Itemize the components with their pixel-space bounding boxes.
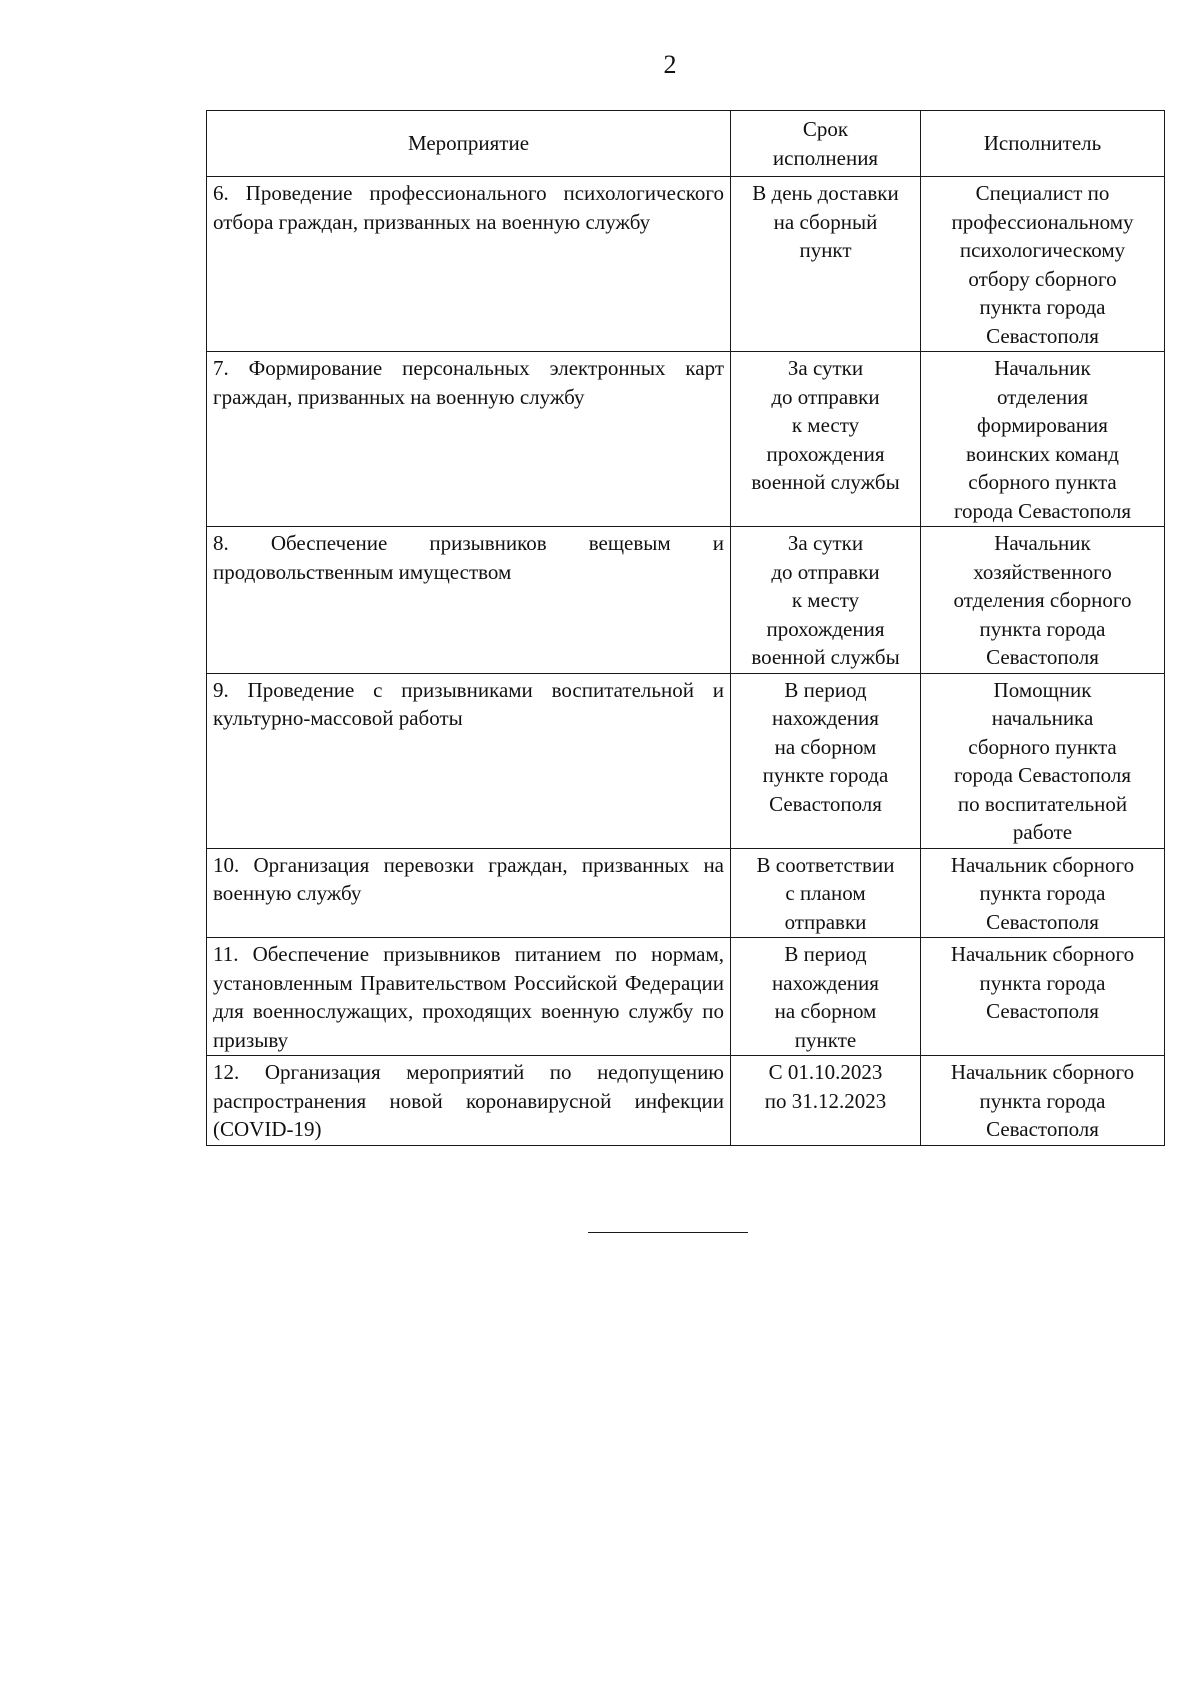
event-cell: 11. Обеспечение призывников питанием по нормам, установленным Правительством Российской Федерации для военнослужащих, проходящих военную службу по призыву bbox=[207, 938, 731, 1056]
table-row bbox=[207, 1056, 1165, 1146]
events-table bbox=[206, 110, 1165, 1146]
table-row bbox=[207, 177, 1165, 352]
event-cell: 8. Обеспечение призывников вещевым и продовольственным имуществом bbox=[207, 527, 731, 674]
event-cell: 12. Организация мероприятий по недопущению распространения новой коронавирусной инфекции (COVID-19) bbox=[207, 1056, 731, 1146]
event-cell: 10. Организация перевозки граждан, призванных на военную службу bbox=[207, 848, 731, 938]
event-cell: 9. Проведение с призывниками воспитательной и культурно-массовой работы bbox=[207, 673, 731, 848]
event-cell: 6. Проведение профессионального психологического отбора граждан, призванных на военную службу bbox=[207, 177, 731, 352]
term-cell: С 01.10.2023 по 31.12.2023 bbox=[731, 1056, 921, 1146]
page-number: 2 bbox=[663, 50, 677, 79]
term-cell: В период нахождения на сборном пункте города Севастополя bbox=[731, 673, 921, 848]
executor-cell: Начальник сборного пункта города Севастополя bbox=[921, 1056, 1165, 1146]
table-row bbox=[207, 352, 1165, 527]
table-header-row bbox=[207, 111, 1165, 177]
table-row bbox=[207, 848, 1165, 938]
term-cell: В день доставки на сборный пункт bbox=[731, 177, 921, 352]
end-separator-line bbox=[588, 1232, 748, 1233]
header-executor: Исполнитель bbox=[921, 111, 1165, 177]
executor-cell: Начальник сборного пункта города Севастополя bbox=[921, 938, 1165, 1056]
term-cell: В период нахождения на сборном пункте bbox=[731, 938, 921, 1056]
term-cell: В соответствии с планом отправки bbox=[731, 848, 921, 938]
executor-cell: Специалист по профессиональному психологическому отбору сборного пункта города Севастополя bbox=[921, 177, 1165, 352]
executor-cell: Помощник начальника сборного пункта города Севастополя по воспитательной работе bbox=[921, 673, 1165, 848]
term-cell: За сутки до отправки к месту прохождения военной службы bbox=[731, 352, 921, 527]
header-term: Срок исполнения bbox=[731, 111, 921, 177]
term-cell: За сутки до отправки к месту прохождения военной службы bbox=[731, 527, 921, 674]
event-cell: 7. Формирование персональных электронных карт граждан, призванных на военную службу bbox=[207, 352, 731, 527]
executor-cell: Начальник хозяйственного отделения сборного пункта города Севастополя bbox=[921, 527, 1165, 674]
table-row bbox=[207, 527, 1165, 674]
table-row bbox=[207, 673, 1165, 848]
header-event: Мероприятие bbox=[207, 111, 731, 177]
table-row bbox=[207, 938, 1165, 1056]
executor-cell: Начальник сборного пункта города Севастополя bbox=[921, 848, 1165, 938]
executor-cell: Начальник отделения формирования воинских команд сборного пункта города Севастополя bbox=[921, 352, 1165, 527]
